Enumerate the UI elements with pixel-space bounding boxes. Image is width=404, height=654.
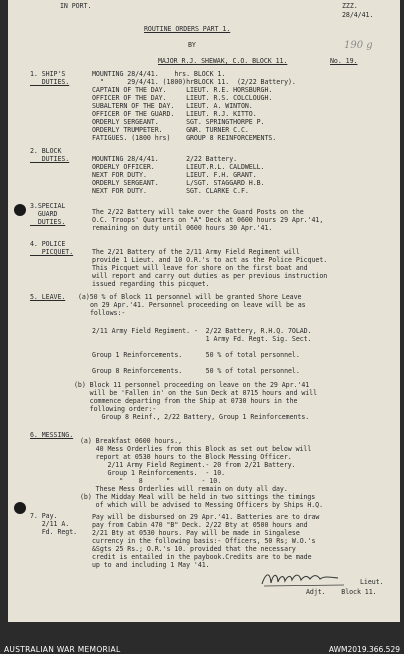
punch-hole <box>14 204 26 216</box>
pencil-note: 190 g <box>344 40 373 51</box>
order-number: No. 19. <box>330 57 358 65</box>
sec2-line: NEXT FOR DUTY. SGT. CLARKE C.F. <box>92 187 249 195</box>
sec7-heading-3: Fd. Regt. <box>30 528 78 536</box>
sec1-line: ORDERLY SERGEANT. SGT. SPRINGTHORPE P. <box>92 118 265 126</box>
sec7-line: pay from Cabin 470 "B" Deck. 2/22 Bty at 0500 hours and <box>92 521 308 529</box>
sec4-line: This Picquet will leave for shore on the first boat and <box>92 264 308 272</box>
issuer: MAJOR R.J. SHEWAK, C.O. BLOCK 11. <box>158 57 288 65</box>
sec1-line: ORDERLY TRUMPETER. GNR. TURNER C.C. <box>92 126 249 134</box>
sec4-line: will report and carry out duties as per previous instruction <box>92 272 328 280</box>
signature-role: Adjt. Block 11. <box>306 588 377 596</box>
sec5-unit-line: Group 8 Reinforcements. 50 % of total personnel. <box>92 367 300 375</box>
header-code: ZZZ. <box>342 2 358 10</box>
sec6-line: (b) The Midday Meal will be held in two sittings the timings <box>80 493 316 501</box>
sec6-line: 40 Mess Orderlies from this Block as set out below will <box>80 445 312 453</box>
footer-accession-number: AWM2019.366.529 <box>328 645 400 654</box>
sec6-line: These Mess Orderlies will remain on duty all day. <box>80 485 288 493</box>
sec7-line: Pay will be disbursed on 29 Apr.'41. Batteries are to draw <box>92 513 320 521</box>
sec3-heading-2: GUARD <box>30 210 58 218</box>
sec7-heading-1: 7. Pay. <box>30 512 58 520</box>
sec7-line: &Sgts 25 Rs.; O.R.'s 10. provided that the necessary <box>92 545 296 553</box>
punch-hole <box>14 502 26 514</box>
sec6-line: report at 0530 hours to the Block Messing Officer. <box>80 453 292 461</box>
sec1-line: MOUNTING 28/4/41. hrs. BLOCK 1. <box>92 70 226 78</box>
sec2-line: ORDERLY SERGEANT. L/SGT. STAGGARD H.B. <box>92 179 265 187</box>
sec6-line: (a) Breakfast 0600 hours., <box>80 437 182 445</box>
sec5-b-line: (b) Block 11 personnel proceeding on leave on the 29 Apr.'41 <box>74 381 310 389</box>
sec6-heading: 6. MESSING. <box>30 431 74 439</box>
sec5-b-line: will be 'Fallen in' on the Sun Deck at 0715 hours and will <box>74 389 318 397</box>
sec7-line: 2/21 Bty at 0530 hours. Pay will be made in Singalese <box>92 529 300 537</box>
sec5-b-line: commence departing from the Ship at 0730 hours in the <box>74 397 298 405</box>
sec1-line: SUBALTERN OF THE DAY. LIEUT. A. WINTON. <box>92 102 253 110</box>
sec1-heading-2: DUTIES. <box>30 78 70 86</box>
sec6-line: of which will be advised to Messing Officers by Ships H.Q. <box>80 501 324 509</box>
by-label: BY <box>188 41 196 49</box>
sec3-heading-1: 3.SPECIAL <box>30 202 66 210</box>
sec6-line: Group 1 Reinforcements. - 10. <box>80 469 226 477</box>
sec5-heading: 5. LEAVE. <box>30 293 66 301</box>
sec2-line: MOUNTING 28/4/41. 2/22 Battery. <box>92 155 238 163</box>
sec3-heading-3: DUTIES. <box>30 218 66 226</box>
sec5-b-line: Group 8 Reinf., 2/22 Battery, Group 1 Reinforcements. <box>74 413 310 421</box>
sec4-line: issued regarding this picquet. <box>92 280 210 288</box>
sec3-line: The 2/22 Battery will take over the Guard Posts on the <box>92 208 304 216</box>
sec7-heading-2: 2/11 A. <box>30 520 70 528</box>
sec4-line: The 2/21 Battery of the 2/11 Army Field Regiment will <box>92 248 300 256</box>
sec5-line: (a)50 % of Block 11 personnel will be granted Shore Leave <box>78 293 302 301</box>
sec7-line: currency in the following basis:- Officers, 50 Rs; W.O.'s <box>92 537 316 545</box>
sec2-heading-1: 2. BLOCK <box>30 147 62 155</box>
sec4-line: provide 1 Lieut. and 10 O.R.'s to act as the Police Picquet. <box>92 256 328 264</box>
sec6-line: " 8 " - 10. <box>80 477 222 485</box>
sec2-line: ORDERLY OFFICER. LIEUT.R.L. CALDWELL. <box>92 163 265 171</box>
sec7-line: up to and including 1 May '41. <box>92 561 210 569</box>
handwritten-signature <box>258 568 353 590</box>
sec4-heading-1: 4. POLICE <box>30 240 66 248</box>
sec1-heading-1: 1. SHIP'S <box>30 70 66 78</box>
sec7-line: credit is entailed in the paybook.Credits are to be made <box>92 553 312 561</box>
sec2-line: NEXT FOR DUTY. LIEUT. F.H. GRANT. <box>92 171 257 179</box>
sec5-unit-line: 2/11 Army Field Regiment. - 2/22 Battery, R.H.Q. 7OLAD. <box>92 327 312 335</box>
sec1-line: FATIGUES. (1800 hrs) GROUP 8 REINFORCEMENTS. <box>92 134 277 142</box>
sec3-line: remaining on duty until 0600 hours 30 Apr.'41. <box>92 224 273 232</box>
document-page <box>8 0 400 622</box>
sec5-b-line: following order:- <box>74 405 157 413</box>
sec5-line: follows:- <box>90 309 126 317</box>
sec6-line: 2/11 Army Field Regiment.- 20 from 2/21 Battery. <box>80 461 296 469</box>
sec4-heading-2: PICQUET. <box>30 248 74 256</box>
sec5-unit-line: 1 Army Fd. Regt. Sig. Sect. <box>92 335 312 343</box>
sec1-line: " 29/4/41. (1800)hrBLOCK 11. (2/22 Battery). <box>92 78 296 86</box>
sec3-line: O.C. Troops' Quarters on "A" Deck at 0600 hours 29 Apr.'41, <box>92 216 324 224</box>
sec1-line: CAPTAIN OF THE DAY. LIEUT. R.E. HORSBURGH. <box>92 86 273 94</box>
sec1-line: OFFICER OF THE DAY. LIEUT. R.S. COLCLOUGH. <box>92 94 273 102</box>
signature-rank: Lieut. <box>360 578 384 586</box>
header-date: 28/4/41. <box>342 11 374 19</box>
sec5-line: on 29 Apr.'41. Personnel proceeding on leave will be as <box>90 301 306 309</box>
header-top-left: IN PORT. <box>60 2 92 10</box>
sec1-line: OFFICER OF THE GUARD. LIEUT. R.J. KITTO. <box>92 110 257 118</box>
sec2-heading-2: DUTIES. <box>30 155 70 163</box>
sec5-unit-line: Group 1 Reinforcements. 50 % of total personnel. <box>92 351 300 359</box>
footer-institution: AUSTRALIAN WAR MEMORIAL <box>4 645 121 654</box>
document-title: ROUTINE ORDERS PART 1. <box>144 25 231 33</box>
